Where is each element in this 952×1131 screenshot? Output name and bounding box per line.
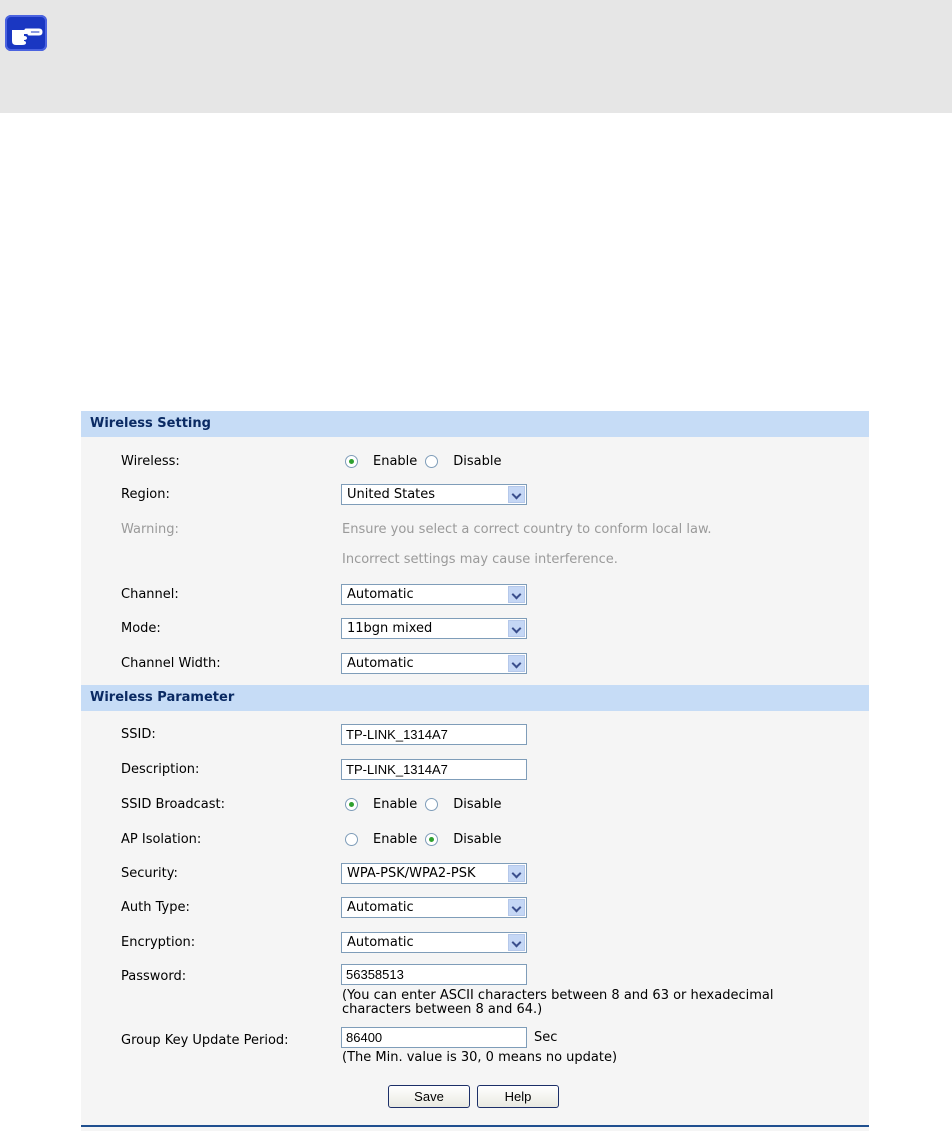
- wireless-radio-group: [345, 454, 510, 469]
- wireless-enable-label: Enable: [373, 454, 418, 469]
- mode-select[interactable]: [341, 618, 527, 639]
- security-label: Security:: [121, 866, 178, 881]
- chevron-down-icon: [508, 865, 525, 882]
- group-key-hint: (The Min. value is 30, 0 means no update): [342, 1050, 618, 1065]
- password-hint: [342, 989, 842, 1017]
- section-wireless-setting: Wireless Setting: [81, 411, 869, 437]
- chevron-down-icon: [508, 620, 525, 637]
- ap-isolation-label: AP Isolation:: [121, 832, 202, 847]
- channel-width-select[interactable]: [341, 653, 527, 674]
- auth-type-label: Auth Type:: [121, 900, 190, 915]
- region-select[interactable]: [341, 484, 527, 505]
- mode-label: Mode:: [121, 621, 161, 636]
- section-wireless-parameter: Wireless Parameter: [81, 685, 869, 711]
- group-key-unit: Sec: [534, 1030, 558, 1045]
- security-select[interactable]: [341, 863, 527, 884]
- chevron-down-icon: [508, 586, 525, 603]
- ssid-label: SSID:: [121, 727, 156, 742]
- ssid-broadcast-disable-label: Disable: [453, 797, 502, 812]
- ssid-broadcast-label: SSID Broadcast:: [121, 797, 225, 812]
- ap-isolation-enable-radio[interactable]: [345, 833, 358, 846]
- ssid-broadcast-enable-radio[interactable]: [345, 798, 358, 811]
- password-label: Password:: [121, 969, 187, 984]
- wireless-disable-label: Disable: [453, 454, 502, 469]
- password-hint-line2: characters between 8 and 64.): [342, 1002, 543, 1017]
- wireless-label: Wireless:: [121, 454, 180, 469]
- security-value: WPA-PSK/WPA2-PSK: [347, 866, 476, 881]
- ap-isolation-radio-group: [345, 832, 510, 847]
- chevron-down-icon: [508, 899, 525, 916]
- channel-width-label: Channel Width:: [121, 656, 221, 671]
- warning-text-line2: Incorrect settings may cause interference.: [342, 552, 618, 567]
- ssid-broadcast-radio-group: [345, 797, 510, 812]
- group-key-input[interactable]: [341, 1027, 527, 1048]
- password-hint-line1: (You can enter ASCII characters between 8 and 63 or hexadecimal: [342, 988, 774, 1003]
- description-label: Description:: [121, 762, 200, 777]
- password-input[interactable]: [341, 964, 527, 985]
- channel-width-value: Automatic: [347, 656, 414, 671]
- channel-select[interactable]: [341, 584, 527, 605]
- group-key-label: Group Key Update Period:: [121, 1033, 289, 1048]
- description-input[interactable]: [341, 759, 527, 780]
- encryption-label: Encryption:: [121, 935, 196, 950]
- auth-type-value: Automatic: [347, 900, 414, 915]
- chevron-down-icon: [508, 934, 525, 951]
- wireless-disable-radio[interactable]: [425, 455, 438, 468]
- encryption-select[interactable]: [341, 932, 527, 953]
- channel-label: Channel:: [121, 587, 179, 602]
- pointing-hand-icon: [5, 15, 47, 51]
- channel-value: Automatic: [347, 587, 414, 602]
- wireless-enable-radio[interactable]: [345, 455, 358, 468]
- warning-text-line1: Ensure you select a correct country to conform local law.: [342, 522, 712, 537]
- ssid-input[interactable]: [341, 724, 527, 745]
- help-button[interactable]: Help: [477, 1085, 559, 1108]
- warning-label: Warning:: [121, 522, 179, 537]
- bottom-divider: [81, 1125, 869, 1127]
- save-button[interactable]: Save: [388, 1085, 470, 1108]
- note-banner: [0, 0, 952, 113]
- ap-isolation-disable-radio[interactable]: [425, 833, 438, 846]
- chevron-down-icon: [508, 655, 525, 672]
- mode-value: 11bgn mixed: [347, 621, 433, 636]
- auth-type-select[interactable]: [341, 897, 527, 918]
- region-label: Region:: [121, 487, 170, 502]
- ssid-broadcast-enable-label: Enable: [373, 797, 418, 812]
- encryption-value: Automatic: [347, 935, 414, 950]
- region-value: United States: [347, 487, 436, 502]
- ap-isolation-enable-label: Enable: [373, 832, 418, 847]
- ssid-broadcast-disable-radio[interactable]: [425, 798, 438, 811]
- chevron-down-icon: [508, 486, 525, 503]
- ap-isolation-disable-label: Disable: [453, 832, 502, 847]
